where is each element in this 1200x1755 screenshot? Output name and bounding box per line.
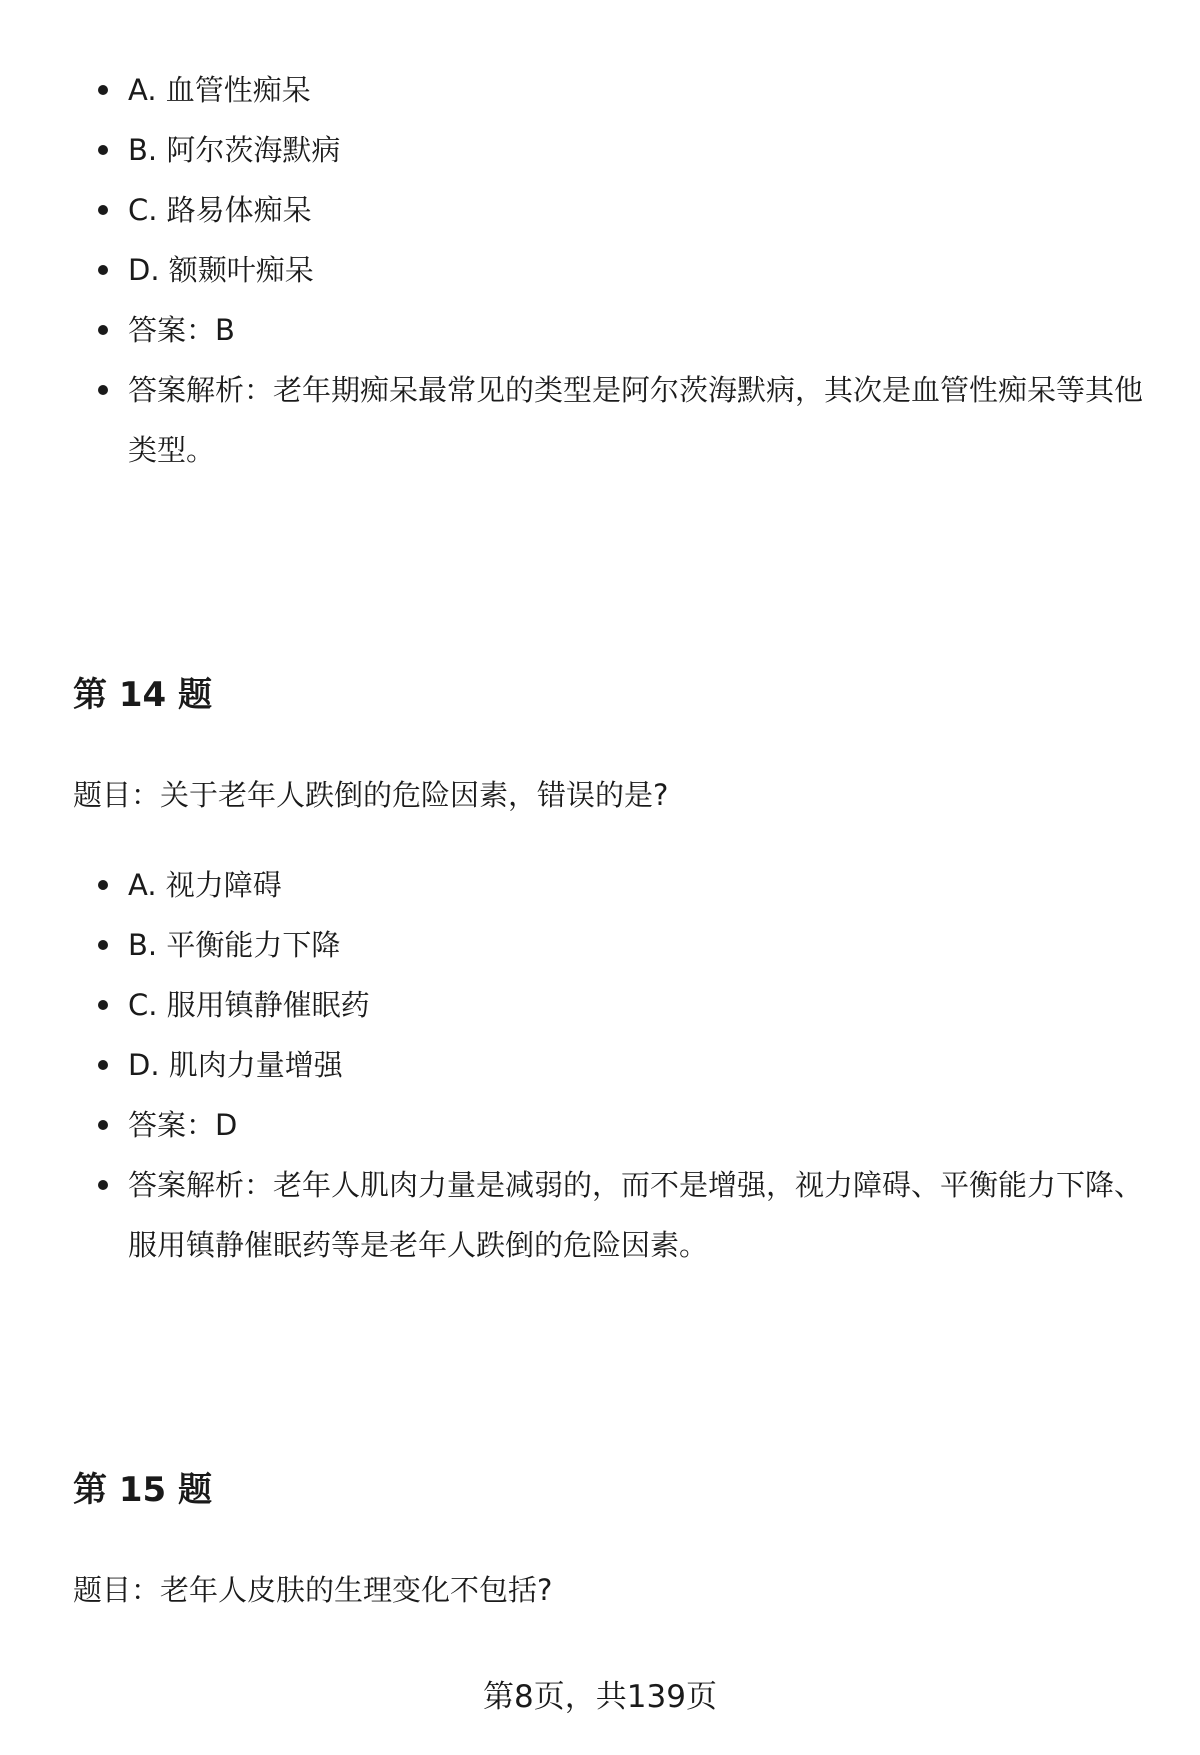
bullet-icon [98, 1060, 108, 1070]
q13-option-list [0, 60, 1200, 480]
bullet-icon [98, 940, 108, 950]
bullet-icon [98, 85, 108, 95]
q14-option-c: C. 服用镇静催眠药 [0, 975, 1200, 1035]
q15-stem: 题目：老年人皮肤的生理变化不包括? [73, 1573, 553, 1607]
bullet-icon [98, 205, 108, 215]
q14-option-list [0, 855, 1200, 1275]
q14-option-a: A. 视力障碍 [0, 855, 1200, 915]
bullet-icon [98, 1120, 108, 1130]
q13-option-d: D. 额颞叶痴呆 [0, 240, 1200, 300]
q13-option-a: A. 血管性痴呆 [0, 60, 1200, 120]
bullet-icon [98, 1180, 108, 1190]
bullet-icon [98, 385, 108, 395]
bullet-icon [98, 325, 108, 335]
q14-option-d: D. 肌肉力量增强 [0, 1035, 1200, 1095]
q13-option-b: B. 阿尔茨海默病 [0, 120, 1200, 180]
q14-explanation: 答案解析：老年人肌肉力量是减弱的，而不是增强，视力障碍、平衡能力下降、服用镇静催眠药等是老年人跌倒的危险因素。 [0, 1155, 1168, 1275]
q13-option-c: C. 路易体痴呆 [0, 180, 1200, 240]
bullet-icon [98, 265, 108, 275]
q13-explanation: 答案解析：老年期痴呆最常见的类型是阿尔茨海默病，其次是血管性痴呆等其他类型。 [0, 360, 1168, 480]
q14-stem: 题目：关于老年人跌倒的危险因素，错误的是? [73, 778, 669, 812]
bullet-icon [98, 880, 108, 890]
bullet-icon [98, 1000, 108, 1010]
q13-answer: 答案：B [0, 300, 1200, 360]
q14-option-b: B. 平衡能力下降 [0, 915, 1200, 975]
bullet-icon [98, 145, 108, 155]
q14-title: 第 14 题 [73, 675, 212, 715]
q15-title: 第 15 题 [73, 1470, 212, 1510]
q14-answer: 答案：D [0, 1095, 1200, 1155]
page-footer: 第8页，共139页 [483, 1679, 717, 1715]
